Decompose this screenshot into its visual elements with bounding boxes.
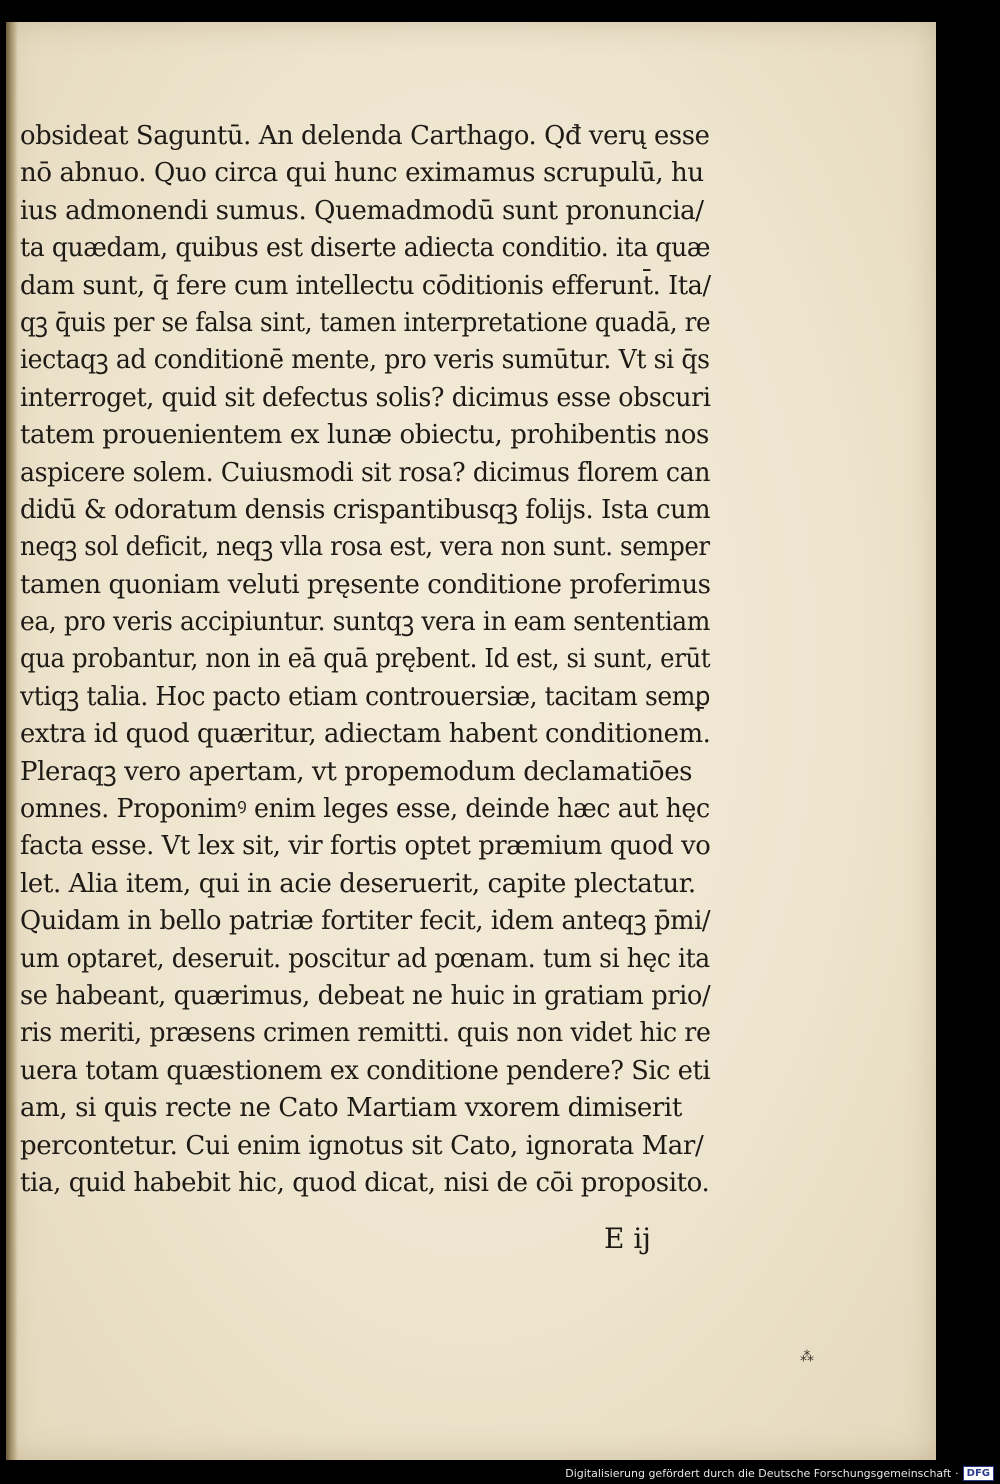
text-line: am, si quis recte ne Cato Martiam vxorem dimiserit	[20, 1093, 682, 1124]
text-line: extra id quod quæritur, adiectam habent conditionem.	[20, 719, 711, 750]
dfg-logo-icon: DFG	[963, 1466, 994, 1481]
text-line: ris meriti, præsens crimen remitti. quis non videt hic re	[20, 1018, 711, 1049]
text-line: didū & odoratum densis crispantibusqꝫ folijs. Ista cum	[20, 494, 711, 525]
text-line: omnes. Proponimꝰ enim leges esse, deinde hæc aut hęc	[20, 794, 710, 825]
signature-mark: E ij	[604, 1222, 651, 1255]
text-line: facta esse. Vt lex sit, vir fortis optet præmium quod vo	[20, 831, 711, 862]
text-line: percontetur. Cui enim ignotus sit Cato, ignorata Mar/	[20, 1130, 704, 1161]
text-line: tia, quid habebit hic, quod dicat, nisi de cōi proposito.	[20, 1167, 710, 1198]
credit-separator: ·	[955, 1467, 959, 1480]
text-line: tamen quoniam veluti pręsente conditione proferimus	[20, 569, 711, 600]
text-line: vtiqꝫ talia. Hoc pacto etiam controuersiæ, tacitam semꝑ	[20, 681, 711, 712]
text-line: interroget, quid sit defectus solis? dicimus esse obscuri	[20, 382, 711, 413]
text-line: aspicere solem. Cuiusmodi sit rosa? dicimus florem can	[20, 457, 711, 488]
text-line: dam sunt, q̄ fere cum intellectu cōditionis efferunt̄. Ita/	[20, 270, 711, 301]
page-gutter	[6, 22, 18, 1460]
text-line: let. Alia item, qui in acie deseruerit, capite plectatur.	[20, 868, 696, 899]
text-line: se habeant, quærimus, debeat ne huic in gratiam prio/	[20, 980, 711, 1011]
text-line: obsideat Saguntū. An delenda Carthago. Qđ verų esse	[20, 121, 710, 151]
text-line: um optaret, deseruit. poscitur ad pœnam. tum si hęc ita	[20, 943, 710, 974]
ornament-mark: ⁂	[800, 1349, 814, 1365]
credit-text: Digitalisierung gefördert durch die Deutsche Forschungsgemeinschaft	[565, 1467, 952, 1480]
text-line: iectaqꝫ ad conditionē mente, pro veris sumūtur. Vt si q̄s	[20, 345, 710, 376]
book-page	[6, 22, 936, 1460]
text-line: tatem prouenientem ex lunæ obiectu, prohibentis nos	[20, 420, 709, 451]
text-line: qꝫ q̄uis per se falsa sint, tamen interpretatione quadā, re	[20, 307, 711, 338]
text-line: ea, pro veris accipiuntur. suntqꝫ vera in eam sententiam	[20, 607, 710, 638]
text-line: ius admonendi sumus. Quemadmodū sunt pronuncia/	[20, 195, 704, 226]
digitization-credit	[565, 1466, 994, 1481]
text-line: Pleraqꝫ vero apertam, vt propemodum declamatiōes	[20, 756, 693, 787]
text-line: uera totam quæstionem ex conditione pendere? Sic eti	[20, 1055, 711, 1086]
text-line: Quidam in bello patriæ fortiter fecit, idem anteqꝫ p̄mi/	[20, 906, 711, 937]
text-line: qua probantur, non in eā quā prębent. Id est, si sunt, erūt	[20, 644, 711, 675]
body-text	[20, 118, 710, 1202]
text-line: ta quædam, quibus est diserte adiecta conditio. ita quæ	[20, 233, 711, 264]
text-line: nō abnuo. Quo circa qui hunc eximamus scrupulū, hu	[20, 158, 704, 189]
text-line: neqꝫ sol deficit, neqꝫ vlla rosa est, vera non sunt. semper	[20, 532, 710, 563]
